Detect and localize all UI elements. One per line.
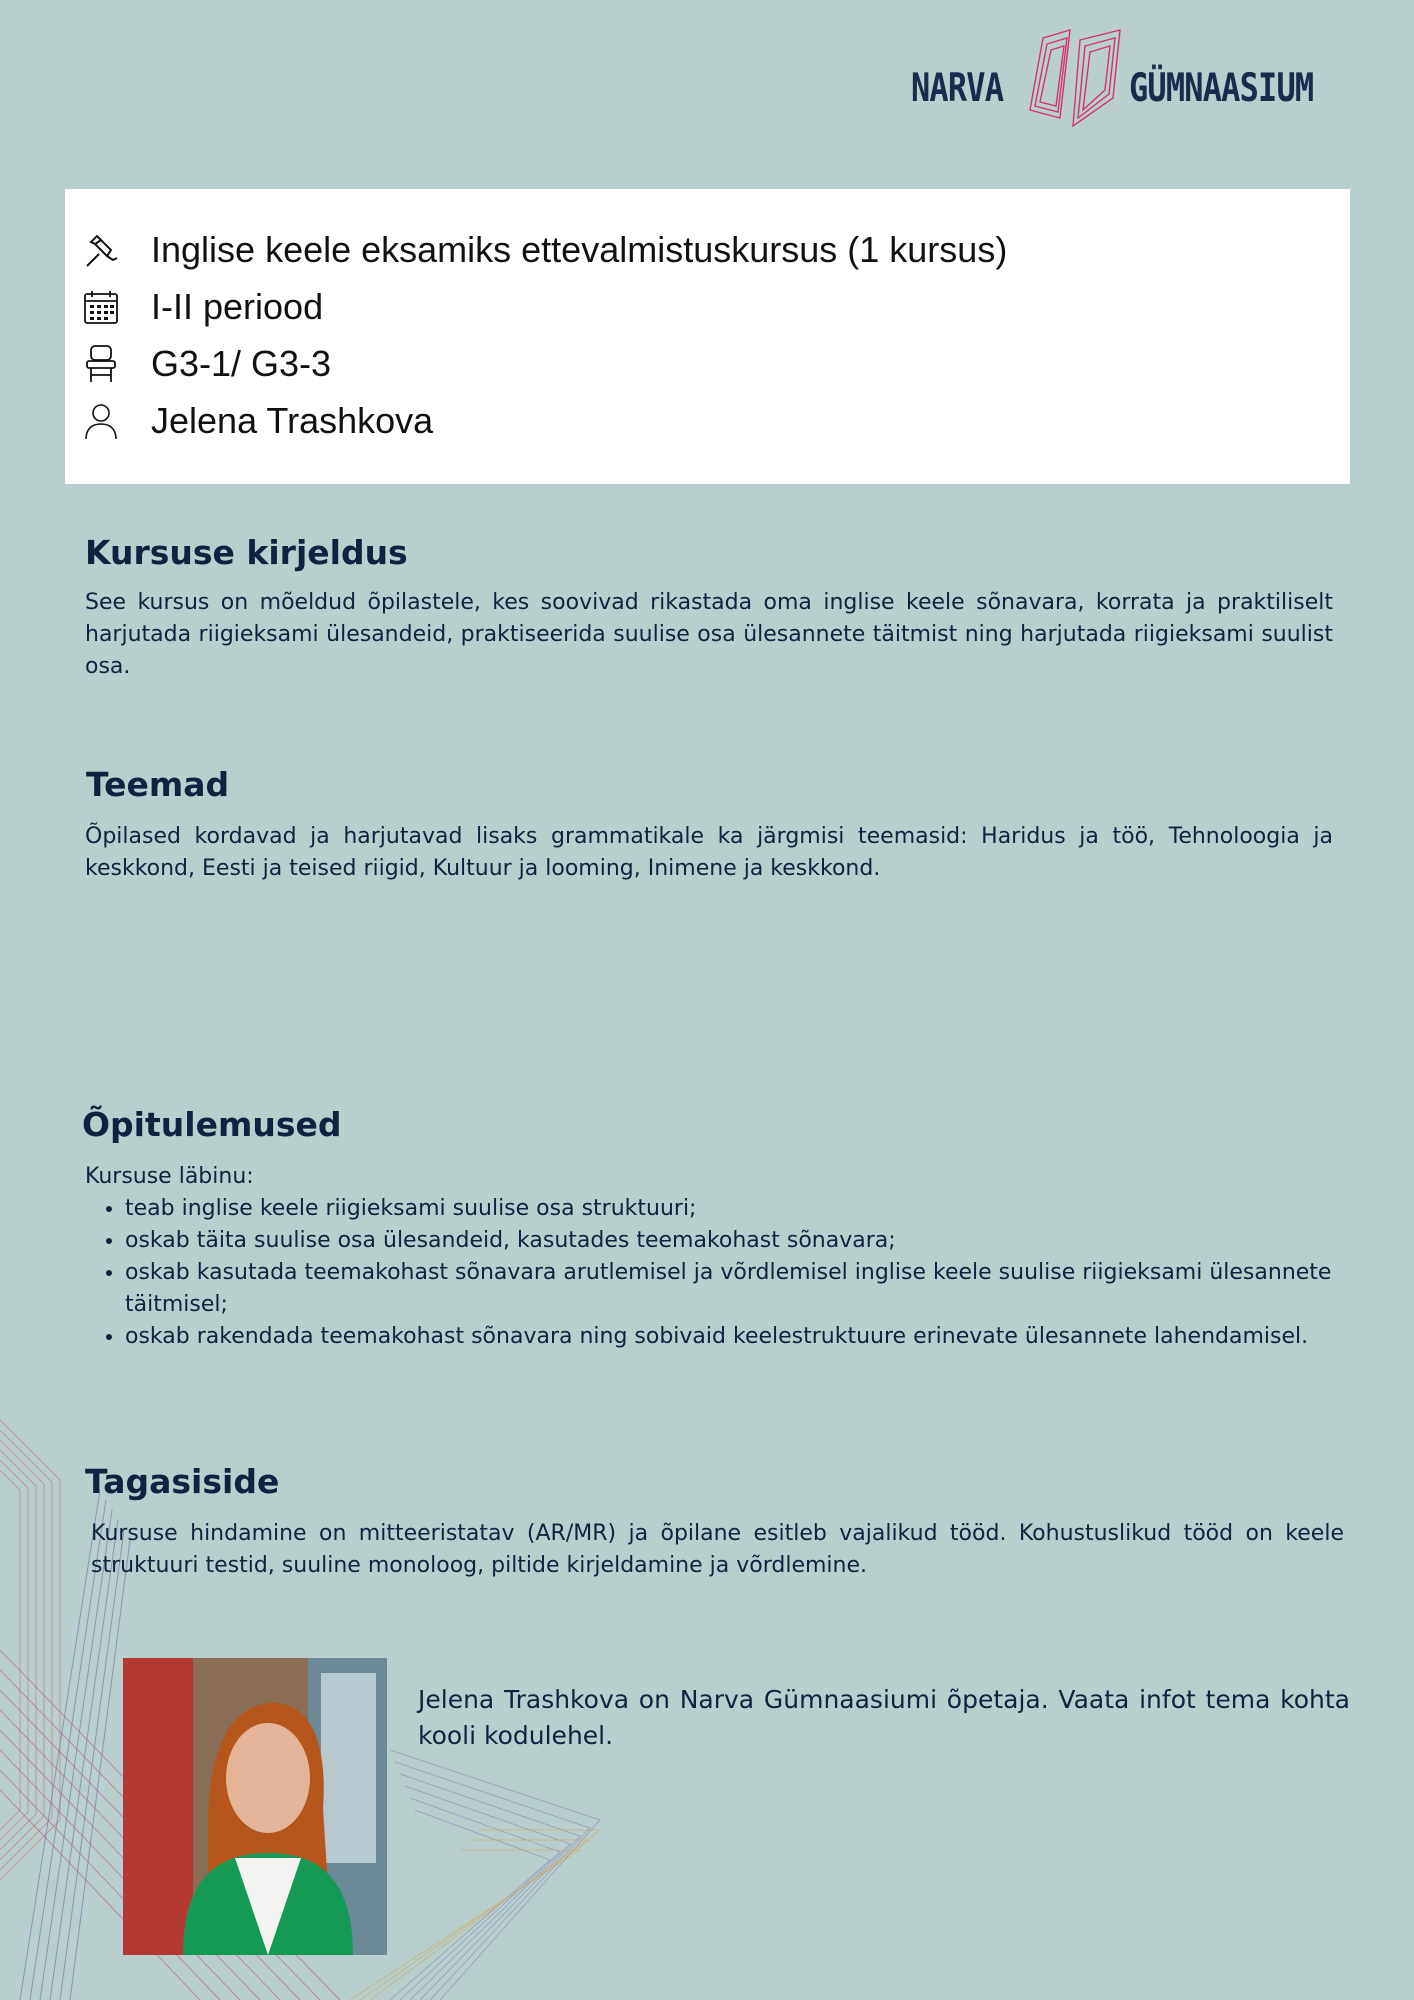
- outcomes-heading: Õpitulemused: [82, 1105, 342, 1144]
- description-text: See kursus on mõeldud õpilastele, kes soovivad rikastada oma inglise keele sõnavara, korrata ja praktiliselt harjutada riigieksami ülesandeid, praktiseerida suulise osa ülesannete täitmist ning harjutada riigieksami suulist osa.: [85, 590, 1333, 679]
- course-teacher: Jelena Trashkova: [151, 399, 434, 441]
- list-item: • oskab kasutada teemakohast sõnavara arutlemisel ja võrdlemisel inglise keele suulise riigieksami ülesannete täitmisel;: [125, 1257, 1343, 1321]
- person-icon: [81, 401, 121, 441]
- outcomes-intro: Kursuse läbinu:: [85, 1164, 254, 1189]
- course-period: I-II periood: [151, 285, 324, 327]
- teacher-photo: [123, 1658, 387, 1955]
- topics-text: Õpilased kordavad ja harjutavad lisaks grammatikale ka järgmisi teemasid: Haridus ja töö, Tehnoloogia ja keskkond, Eesti ja teised riigid, Kultuur ja looming, Inimene ja keskkond.: [85, 824, 1333, 881]
- topics-heading: Teemad: [86, 765, 230, 804]
- list-item: • oskab täita suulise osa ülesandeid, kasutades teemakohast sõnavara;: [125, 1225, 1343, 1257]
- info-row-period: [65, 278, 1350, 335]
- pushpin-icon: [81, 230, 121, 270]
- logo-emblem: [1025, 28, 1125, 128]
- info-row-teacher: [65, 392, 1350, 449]
- calendar-icon: [81, 287, 121, 327]
- feedback-heading: Tagasiside: [85, 1462, 280, 1501]
- course-groups: G3-1/ G3-3: [151, 342, 332, 384]
- teacher-bio: Jelena Trashkova on Narva Gümnaasiumi õpetaja. Vaata infot tema kohta kooli kodulehel.: [418, 1685, 1350, 1750]
- list-item: • oskab rakendada teemakohast sõnavara ning sobivaid keelestruktuure erinevate ülesannete lahendamisel.: [125, 1321, 1343, 1353]
- outcomes-list: [85, 1193, 1343, 1353]
- info-row-course: [65, 221, 1350, 278]
- list-item: • teab inglise keele riigieksami suulise osa struktuuri;: [125, 1193, 1343, 1225]
- info-row-groups: [65, 335, 1350, 392]
- school-logo: [905, 28, 1345, 130]
- outcomes-block: [85, 1161, 1343, 1353]
- logo-word-narva: NARVA: [911, 66, 1004, 111]
- course-info-card: [65, 189, 1350, 484]
- logo-word-gymnaasium: GÜMNAASIUM: [1129, 66, 1314, 111]
- feedback-text: Kursuse hindamine on mitteeristatav (AR/MR) ja õpilane esitleb vajalikud tööd. Kohustuslikud tööd on keele struktuuri testid, suuline monoloog, piltide kirjeldamine ja võrdlemine.: [91, 1521, 1344, 1578]
- description-heading: Kursuse kirjeldus: [85, 533, 408, 572]
- chair-icon: [81, 344, 121, 384]
- course-title: Inglise keele eksamiks ettevalmistuskursus (1 kursus): [151, 228, 1008, 270]
